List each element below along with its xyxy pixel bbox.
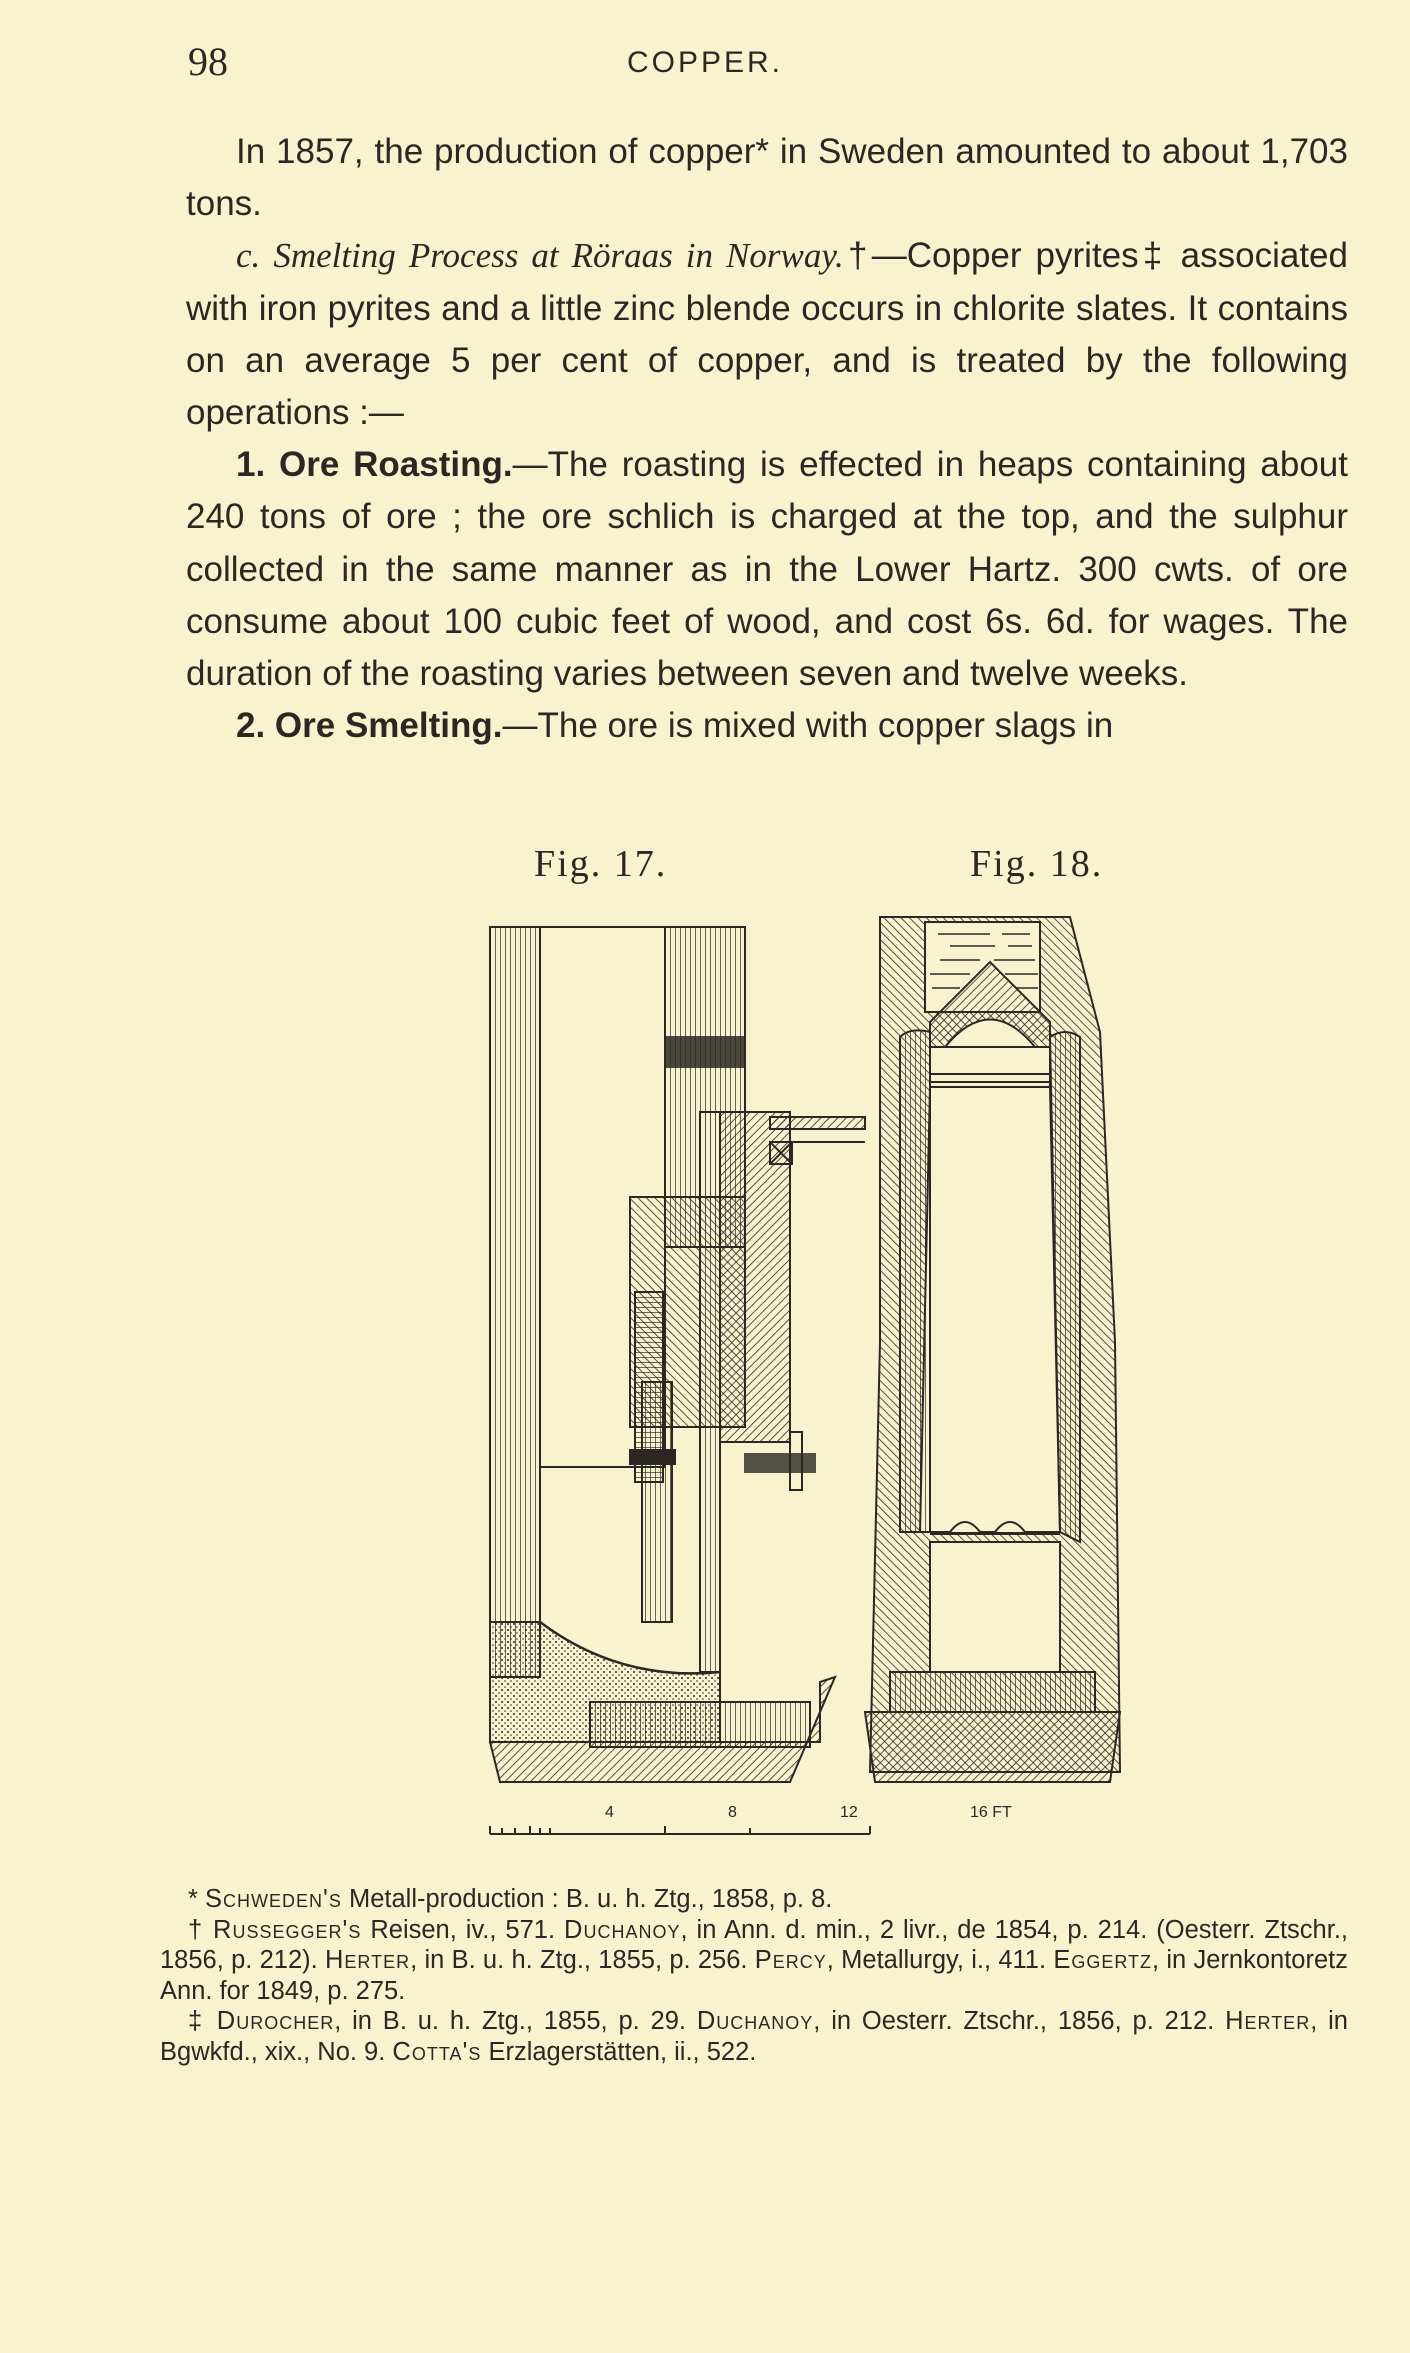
- paragraph-production: In 1857, the production of copper* in Sweden amounted to about 1,703 tons.: [186, 132, 1348, 224]
- scale-bar: [490, 1826, 870, 1834]
- scale-tick-4: 4: [605, 1804, 614, 1821]
- fig17-left-wall: [490, 927, 540, 1677]
- footnote-2-text4: , Metallurgy, i., 411.: [826, 1946, 1054, 1974]
- figures-17-18: [290, 842, 1250, 1842]
- footnote-3-author3: Herter: [1225, 2007, 1311, 2035]
- footnote-3-text1: , in B. u. h. Ztg., 1855, p. 29.: [334, 2007, 697, 2035]
- footnote-2-text1: Reisen, iv., 571.: [361, 1915, 565, 1944]
- footnote-2-text3: , in B. u. h. Ztg., 1855, p. 256.: [410, 1946, 755, 1974]
- footnote-3-text2: , in Oesterr. Ztschr., 1856, p. 212.: [813, 2007, 1226, 2035]
- scale-tick-8: 8: [728, 1804, 737, 1821]
- footnote-2-author: Russegger's: [213, 1915, 362, 1944]
- figure-17-drawing: [490, 927, 865, 1782]
- heading-ore-roasting: 1. Ore Roasting.: [236, 445, 513, 485]
- footnote-1-mark: *: [188, 1885, 206, 1913]
- footnote-3-mark: ‡: [188, 2007, 217, 2035]
- figure-18-drawing: [865, 917, 1120, 1782]
- footnote-2-author4: Percy: [754, 1946, 827, 1974]
- paragraph-roraas: [186, 230, 1348, 439]
- footnote-2-text5: , in Jernkontoretz Ann. for 1849, p. 275.: [160, 1946, 1348, 2005]
- footnote-3-author4: Cotta's: [392, 2037, 482, 2066]
- footnote-1: [160, 1884, 1348, 1915]
- scale-tick-12: 12: [840, 1804, 858, 1821]
- footnote-1-author: Schweden's: [205, 1885, 342, 1913]
- footnote-2: [160, 1915, 1348, 2007]
- footnote-2-author3: Herter: [325, 1946, 411, 1974]
- figure-17-caption: Fig. 17.: [534, 843, 668, 885]
- furnace-engravings: [290, 842, 1250, 1842]
- footnote-3-author: Durocher: [216, 2007, 335, 2035]
- footnote-3-text4: Erzlagerstätten, ii., 522.: [481, 2037, 757, 2066]
- body-text: [186, 126, 1348, 752]
- footnote-2-text2: , in Ann. d. min., 2 livr., de 1854, p. 214. (Oesterr. Ztschr., 1856, p. 212).: [160, 1915, 1348, 1974]
- paragraph-roraas-text: †—Copper pyrites‡ associated with iron pyrites and a little zinc blende occurs in chlorite slates. It contains on an average 5 per cent of copper, and is treated by the following operations :—: [186, 236, 1348, 433]
- footnote-2-mark: †: [188, 1915, 214, 1944]
- scale-tick-16ft: 16 FT: [970, 1804, 1012, 1821]
- footnote-1-text: Metall-production : B. u. h. Ztg., 1858, p. 8.: [341, 1885, 833, 1913]
- running-title: COPPER.: [626, 46, 784, 79]
- scale-labels: [605, 1804, 1012, 1821]
- footnote-3-author2: Duchanoy: [696, 2007, 814, 2035]
- running-header: [0, 38, 1410, 88]
- heading-ore-smelting: 2. Ore Smelting.: [236, 706, 503, 746]
- footnotes: [160, 1884, 1348, 2067]
- footnote-2-author2: Duchanoy: [564, 1915, 681, 1944]
- section-heading-roraas: Smelting Process at Röraas in Norway.: [273, 236, 844, 276]
- paragraph-ore-roasting-text: —The roasting is effected in heaps containing about 240 tons of ore ; the ore schlich is charged at the top, and the sulphur collected in the same manner as in the Lower Hartz. 300 cwts. of ore consume about 100 cubic feet of wood, and cost 6s. 6d. for wages. The duration of the roasting varies between seven and twelve weeks.: [186, 445, 1348, 694]
- page-number: 98: [188, 39, 228, 84]
- figure-18-caption: Fig. 18.: [970, 843, 1104, 885]
- section-letter: c.: [236, 236, 274, 276]
- footnote-3-text3: , in Bgwkfd., xix., No. 9.: [160, 2007, 1348, 2066]
- paragraph-ore-smelting-text: —The ore is mixed with copper slags in: [502, 706, 1114, 746]
- footnote-2-author5: Eggertz: [1053, 1946, 1153, 1974]
- paragraph-ore-smelting: [186, 700, 1348, 752]
- paragraph-ore-roasting: [186, 439, 1348, 700]
- footnote-3: [160, 2006, 1348, 2067]
